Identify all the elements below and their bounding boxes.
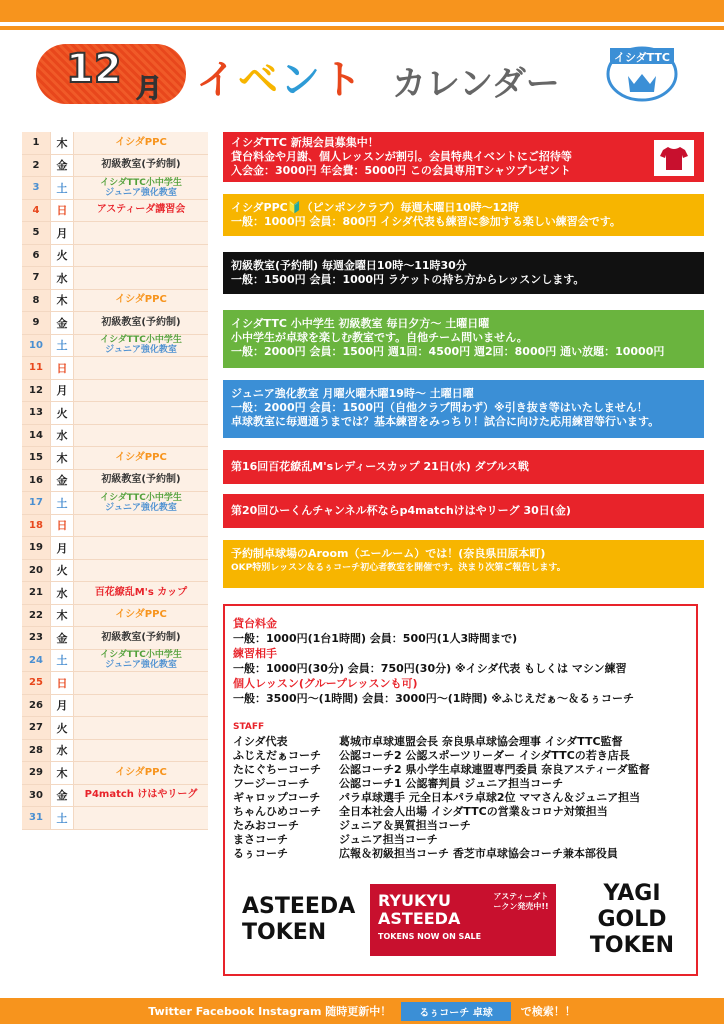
staff-row xyxy=(233,777,688,791)
calendar-weekday: 水 xyxy=(50,740,74,762)
calendar-weekday: 日 xyxy=(50,200,74,222)
calendar-row xyxy=(22,695,208,718)
calendar-date: 25 xyxy=(22,672,50,694)
title-char: ベ xyxy=(238,57,280,103)
calendar-weekday: 金 xyxy=(50,470,74,492)
calendar-row xyxy=(22,627,208,650)
calendar-row xyxy=(22,740,208,763)
calendar-weekday: 木 xyxy=(50,290,74,312)
staff-name: ふじえだぁコーチ xyxy=(233,749,321,762)
calendar-date: 12 xyxy=(22,380,50,402)
calendar-row xyxy=(22,717,208,740)
event-line: 第20回ひーくんチャンネル杯ならp4matchけはやリーグ 30日(金) xyxy=(231,504,571,517)
staff-role: 公認コーチ2 県小学生卓球連盟専門委員 奈良アスティーダ監督 xyxy=(339,763,650,776)
top-bar xyxy=(0,0,724,22)
asteeda-token-logo xyxy=(242,884,354,956)
token-text: TOKEN xyxy=(589,933,675,958)
calendar-event-text: ジュニア強化教室 xyxy=(105,187,177,198)
calendar-date: 15 xyxy=(22,447,50,469)
calendar-date: 9 xyxy=(22,312,50,334)
calendar-event-text: アスティーダ講習会 xyxy=(96,204,186,216)
tshirt-icon xyxy=(654,140,694,176)
staff-list xyxy=(233,735,688,861)
calendar-event xyxy=(74,762,208,784)
title-char: ン xyxy=(280,57,322,103)
calendar-event xyxy=(74,380,208,402)
calendar-row xyxy=(22,335,208,358)
calendar-row xyxy=(22,380,208,403)
calendar-weekday: 月 xyxy=(50,380,74,402)
calendar-weekday: 金 xyxy=(50,312,74,334)
staff-role: パラ卓球選手 元全日本パラ卓球2位 ママさん＆ジュニア担当 xyxy=(339,791,641,804)
calendar-date: 1 xyxy=(22,132,50,154)
calendar-event xyxy=(74,290,208,312)
calendar-row xyxy=(22,807,208,830)
footer-text: Twitter Facebook Instagram 随時更新中！ xyxy=(148,1005,392,1018)
calendar-weekday: 日 xyxy=(50,357,74,379)
staff-role: 全日本社会人出場 イシダTTCの営業＆コロナ対策担当 xyxy=(339,805,608,818)
calendar-date: 21 xyxy=(22,582,50,604)
calendar-event-text: イシダPPC xyxy=(115,136,167,148)
calendar-date: 3 xyxy=(22,177,50,199)
calendar-date: 26 xyxy=(22,695,50,717)
staff-heading: STAFF xyxy=(233,722,265,732)
staff-row xyxy=(233,791,688,805)
calendar-event-text: イシダTTC小中学生 xyxy=(100,650,182,661)
event-kids xyxy=(223,310,704,368)
calendar-event xyxy=(74,402,208,424)
event-line: 入会金：3000円 年会費：5000円 この会員専用Tシャツプレゼント xyxy=(231,164,571,177)
calendar-row xyxy=(22,155,208,178)
calendar-weekday: 木 xyxy=(50,762,74,784)
calendar-row xyxy=(22,537,208,560)
calendar-event xyxy=(74,245,208,267)
calendar-event-text: イシダPPC xyxy=(115,609,167,621)
calendar-date: 17 xyxy=(22,492,50,514)
calendar-row xyxy=(22,447,208,470)
logo-text: イシダTTC xyxy=(614,51,670,64)
title-char: イ xyxy=(196,57,238,103)
calendar-row xyxy=(22,650,208,673)
search-keyword[interactable]: るぅコーチ 卓球 xyxy=(401,1002,510,1021)
calendar-row xyxy=(22,200,208,223)
calendar-date: 10 xyxy=(22,335,50,357)
calendar-event xyxy=(74,605,208,627)
event-line: 卓球教室に毎週通うまでは？基本練習をみっちり！試合に向けた応用練習等行います。 xyxy=(231,415,660,428)
calendar-date: 19 xyxy=(22,537,50,559)
calendar-row xyxy=(22,245,208,268)
event-line: 一般：2000円 会員：1500円 週1回：4500円 週2回：8000円 通い放題：10000円 xyxy=(231,345,665,358)
calendar-weekday: 土 xyxy=(50,177,74,199)
month-suffix: 月 xyxy=(136,74,163,104)
calendar-row xyxy=(22,560,208,583)
calendar-event xyxy=(74,177,208,199)
info-line: 一般：1000円(30分) 会員：750円(30分) ※イシダ代表 もしくは マシン練習 xyxy=(233,662,627,675)
calendar-date: 22 xyxy=(22,605,50,627)
title-char: ト xyxy=(322,57,364,103)
calendar-weekday: 水 xyxy=(50,267,74,289)
staff-row xyxy=(233,735,688,749)
staff-name: ちゃんひめコーチ xyxy=(233,805,321,818)
calendar-event xyxy=(74,200,208,222)
calendar-event xyxy=(74,740,208,762)
event-line: イシダTTC 新規会員募集中！ xyxy=(231,136,379,149)
token-text: RYUKYU xyxy=(378,891,451,910)
calendar-date: 29 xyxy=(22,762,50,784)
event-membership xyxy=(223,132,704,182)
title-calendar: カレンダー xyxy=(392,64,560,104)
calendar-weekday: 月 xyxy=(50,695,74,717)
event-line: 一般：1000円 会員：800円 イシダ代表も練習に参加する楽しい練習会です。 xyxy=(231,215,621,228)
calendar-weekday: 木 xyxy=(50,605,74,627)
calendar-event xyxy=(74,335,208,357)
calendar-weekday: 金 xyxy=(50,155,74,177)
calendar-row xyxy=(22,492,208,515)
calendar-event xyxy=(74,132,208,154)
event-line: 貸台料金や月謝、個人レッスンが割引。会員特典イベントにご招待等 xyxy=(231,150,572,163)
calendar-row xyxy=(22,132,208,155)
info-line: 一般：3500円～(1時間) 会員：3000円～(1時間) ※ふじえだぁ～＆るぅコーチ xyxy=(233,692,634,705)
staff-role: 広報＆初級担当コーチ 香芝市卓球協会コーチ兼本部役員 xyxy=(339,847,618,860)
event-junior xyxy=(223,380,704,438)
calendar-event-text: 初級教室(予約制) xyxy=(101,474,181,486)
calendar-event xyxy=(74,627,208,649)
calendar-weekday: 木 xyxy=(50,447,74,469)
calendar-event-text: 百花繚乱M's カップ xyxy=(94,586,188,598)
staff-row xyxy=(233,749,688,763)
title-event xyxy=(196,48,364,105)
calendar-event xyxy=(74,695,208,717)
calendar-weekday: 火 xyxy=(50,245,74,267)
calendar-weekday: 火 xyxy=(50,717,74,739)
calendar-event xyxy=(74,425,208,447)
calendar-date: 23 xyxy=(22,627,50,649)
staff-role: 公認コーチ2 公認スポーツリーダー イシダTTCの若き店長 xyxy=(339,749,630,762)
calendar-event xyxy=(74,582,208,604)
event-line: 一般：1500円 会員：1000円 ラケットの持ち方からレッスンします。 xyxy=(231,273,585,286)
token-text: ASTEEDA xyxy=(378,909,461,928)
calendar-weekday: 日 xyxy=(50,515,74,537)
info-line: 一般：1000円(1台1時間) 会員：500円(1人3時間まで) xyxy=(233,632,518,645)
calendar-date: 28 xyxy=(22,740,50,762)
calendar-event-text: イシダTTC小中学生 xyxy=(100,335,182,346)
calendar-date: 11 xyxy=(22,357,50,379)
calendar-date: 20 xyxy=(22,560,50,582)
calendar-date: 31 xyxy=(22,807,50,829)
calendar-weekday: 土 xyxy=(50,335,74,357)
calendar-event xyxy=(74,492,208,514)
calendar-row xyxy=(22,290,208,313)
calendar-event xyxy=(74,515,208,537)
calendar-row xyxy=(22,222,208,245)
info-heading: 個人レッスン(グループレッスンも可) xyxy=(233,677,418,690)
calendar-date: 13 xyxy=(22,402,50,424)
token-text: YAGI GOLD xyxy=(597,881,667,932)
staff-row xyxy=(233,847,688,861)
token-text: TOKEN xyxy=(242,920,327,945)
event-beginner xyxy=(223,252,704,294)
calendar-event-text: ジュニア強化教室 xyxy=(105,660,177,671)
calendar-date: 2 xyxy=(22,155,50,177)
calendar-event-text: イシダTTC小中学生 xyxy=(100,492,182,503)
club-logo xyxy=(604,40,680,102)
calendar-date: 24 xyxy=(22,650,50,672)
event-line: 一般：2000円 会員：1500円（自他クラブ問わず）※引き抜き等はいたしません！ xyxy=(231,401,648,414)
calendar-event xyxy=(74,222,208,244)
calendar-weekday: 水 xyxy=(50,582,74,604)
token-sale-text: アスティーダトークン発売中!! xyxy=(493,892,549,911)
calendar-weekday: 金 xyxy=(50,627,74,649)
footer-bar xyxy=(0,998,724,1024)
calendar-date: 5 xyxy=(22,222,50,244)
staff-role: 公認コーチ1 公認審判員 ジュニア担当コーチ xyxy=(339,777,564,790)
calendar-row xyxy=(22,785,208,808)
calendar-event xyxy=(74,785,208,807)
calendar-weekday: 月 xyxy=(50,537,74,559)
staff-name: るぅコーチ xyxy=(233,847,288,860)
calendar-event xyxy=(74,357,208,379)
calendar-event-text: 初級教室(予約制) xyxy=(101,159,181,171)
calendar-column xyxy=(22,132,208,830)
staff-name: イシダ代表 xyxy=(233,735,288,748)
footer-suffix: で検索！！ xyxy=(520,1005,576,1018)
calendar-date: 27 xyxy=(22,717,50,739)
event-ladies-cup xyxy=(223,450,704,484)
month-number: 12 xyxy=(66,46,122,92)
event-line: 小中学生が卓球を楽しむ教室です。自他チーム問いません。 xyxy=(231,331,528,344)
token-text: ASTEEDA xyxy=(242,894,356,919)
info-heading: 貸台料金 xyxy=(233,617,277,630)
ryukyu-asteeda-banner xyxy=(370,884,556,956)
calendar-date: 7 xyxy=(22,267,50,289)
calendar-event-text: 初級教室(予約制) xyxy=(101,316,181,328)
calendar-row xyxy=(22,425,208,448)
calendar-event-text: イシダTTC小中学生 xyxy=(100,177,182,188)
calendar-event xyxy=(74,155,208,177)
event-line: 初級教室(予約制) 毎週金曜日10時～11時30分 xyxy=(231,259,467,272)
staff-row xyxy=(233,763,688,777)
staff-name: たにぐちーコーチ xyxy=(233,763,321,776)
calendar-event-text: イシダPPC xyxy=(115,766,167,778)
staff-name: たみおコーチ xyxy=(233,819,299,832)
staff-name: まさコーチ xyxy=(233,833,288,846)
calendar-row xyxy=(22,515,208,538)
staff-row xyxy=(233,805,688,819)
calendar-event-text: ジュニア強化教室 xyxy=(105,502,177,513)
event-line: OKP特別レッスン＆るぅコーチ初心者教室を開催です。決まり次第ご報告します。 xyxy=(231,563,566,573)
top-stripe xyxy=(0,26,724,30)
calendar-weekday: 日 xyxy=(50,672,74,694)
calendar-row xyxy=(22,762,208,785)
calendar-weekday: 水 xyxy=(50,425,74,447)
calendar-date: 16 xyxy=(22,470,50,492)
calendar-event-text: 初級教室(予約制) xyxy=(101,631,181,643)
calendar-event xyxy=(74,560,208,582)
calendar-row xyxy=(22,312,208,335)
calendar-date: 8 xyxy=(22,290,50,312)
calendar-row xyxy=(22,470,208,493)
calendar-row xyxy=(22,605,208,628)
event-line: イシダPPC🔰（ピンポンクラブ）毎週木曜日10時～12時 xyxy=(231,201,519,214)
calendar-event-text: P4match けはやリーグ xyxy=(84,789,198,801)
staff-name: ギャロップコーチ xyxy=(233,791,321,804)
staff-role: ジュニア担当コーチ xyxy=(339,833,438,846)
event-aroom xyxy=(223,540,704,588)
calendar-weekday: 木 xyxy=(50,132,74,154)
calendar-event-text: イシダPPC xyxy=(115,451,167,463)
event-p4match xyxy=(223,494,704,528)
staff-name: フージーコーチ xyxy=(233,777,310,790)
calendar-weekday: 土 xyxy=(50,807,74,829)
yagi-gold-token-logo xyxy=(572,881,692,958)
calendar-event xyxy=(74,470,208,492)
calendar-weekday: 月 xyxy=(50,222,74,244)
event-line: 予約制卓球場のAroom（エールーム）では！(奈良県田原本町) xyxy=(231,547,546,560)
calendar-date: 14 xyxy=(22,425,50,447)
info-heading: 練習相手 xyxy=(233,647,277,660)
calendar-date: 30 xyxy=(22,785,50,807)
event-line: ジュニア強化教室 月曜火曜木曜19時～ 土曜日曜 xyxy=(231,387,474,400)
calendar-event xyxy=(74,672,208,694)
event-ppc xyxy=(223,194,704,236)
event-line: 第16回百花繚乱M'sレディースカップ 21日(水) ダブルス戦 xyxy=(231,460,529,473)
calendar-row xyxy=(22,672,208,695)
calendar-weekday: 火 xyxy=(50,560,74,582)
calendar-weekday: 火 xyxy=(50,402,74,424)
calendar-row xyxy=(22,177,208,200)
staff-role: ジュニア＆異質担当コーチ xyxy=(339,819,471,832)
calendar-weekday: 金 xyxy=(50,785,74,807)
calendar-weekday: 土 xyxy=(50,650,74,672)
calendar-event xyxy=(74,807,208,829)
calendar-event-text: イシダPPC xyxy=(115,294,167,306)
calendar-event xyxy=(74,537,208,559)
calendar-event xyxy=(74,312,208,334)
calendar-event xyxy=(74,717,208,739)
event-line: イシダTTC 小中学生 初級教室 毎日夕方～ 土曜日曜 xyxy=(231,317,490,330)
calendar-row xyxy=(22,402,208,425)
calendar-date: 6 xyxy=(22,245,50,267)
calendar-event xyxy=(74,650,208,672)
calendar-event-text: ジュニア強化教室 xyxy=(105,345,177,356)
staff-row xyxy=(233,833,688,847)
staff-role: 葛城市卓球連盟会長 奈良県卓球協会理事 イシダTTC監督 xyxy=(339,735,623,748)
token-subtext: TOKENS NOW ON SALE xyxy=(378,932,482,941)
calendar-row xyxy=(22,267,208,290)
calendar-weekday: 土 xyxy=(50,492,74,514)
staff-row xyxy=(233,819,688,833)
calendar-event xyxy=(74,447,208,469)
calendar-date: 18 xyxy=(22,515,50,537)
calendar-event xyxy=(74,267,208,289)
calendar-date: 4 xyxy=(22,200,50,222)
calendar-row xyxy=(22,582,208,605)
calendar-row xyxy=(22,357,208,380)
